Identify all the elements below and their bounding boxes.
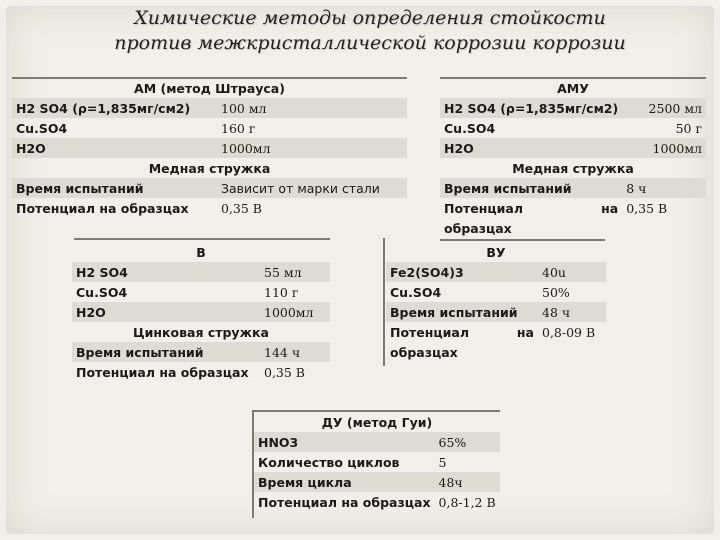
title-line-2: против межкристаллической коррозии коррозии	[114, 32, 626, 54]
table-row: Cu.SO4 50 г	[444, 120, 702, 136]
table-row: образцах	[444, 220, 512, 236]
table-row: Потенциал на образцах 0,35 В	[16, 200, 262, 216]
vu-table	[386, 242, 606, 362]
b-top-rule	[74, 238, 330, 240]
table-row: H2 SO4 (ρ=1,835мг/см2) 100 мл	[12, 98, 407, 118]
b-header: В	[196, 244, 206, 260]
am-subheader: Медная стружка	[148, 160, 271, 176]
du-table	[254, 412, 500, 512]
amu-subheader: Медная стружка	[512, 160, 634, 176]
amu-bottom-rule	[440, 239, 605, 241]
table-row: HNO3 65%	[254, 432, 500, 452]
table-row: Время испытаний Зависит от марки стали	[12, 178, 407, 198]
vu-header: ВУ	[486, 244, 506, 260]
table-row: Потенциал на 0,8-09 В	[390, 324, 596, 340]
amu-table	[440, 78, 706, 238]
du-header: ДУ (метод Гуи)	[321, 414, 433, 430]
table-row: H2O 1000мл	[440, 138, 706, 158]
table-row: Время испытаний 144 ч	[72, 342, 330, 362]
table-row: Время испытаний 48 ч	[386, 302, 606, 322]
am-header: АМ (метод Штрауса)	[134, 80, 285, 96]
table-row: Количество циклов 5	[258, 454, 447, 470]
b-table	[72, 242, 330, 382]
table-row: Потенциал на образцах 0,35 В	[76, 364, 305, 380]
table-row: Потенциал на 0,35 В	[444, 200, 668, 216]
table-row: H2 SO4 55 мл	[72, 262, 330, 282]
table-row: H2 SO4 (ρ=1,835мг/см2) 2500 мл	[440, 98, 706, 118]
table-row: Cu.SO4 50%	[390, 284, 570, 300]
b-subheader: Цинковая стружка	[133, 324, 269, 340]
table-row: H2O 1000мл	[72, 302, 330, 322]
vu-left-rule	[383, 238, 385, 366]
table-row: Время испытаний 8 ч	[440, 178, 706, 198]
table-row: образцах	[390, 344, 458, 360]
title-line-1: Химические методы определения стойкости	[134, 7, 606, 29]
amu-header: АМУ	[557, 80, 589, 96]
slide-title	[60, 6, 680, 56]
table-row: Потенциал на образцах 0,8-1,2 В	[258, 494, 496, 510]
table-row: Fe2(SO4)3 40u	[386, 262, 606, 282]
table-row: H2O 1000мл	[12, 138, 407, 158]
table-row: Время цикла 48ч	[254, 472, 500, 492]
am-table	[12, 78, 407, 218]
table-row: Cu.SO4 110 г	[76, 284, 299, 300]
table-row: Cu.SO4 160 г	[16, 120, 256, 136]
